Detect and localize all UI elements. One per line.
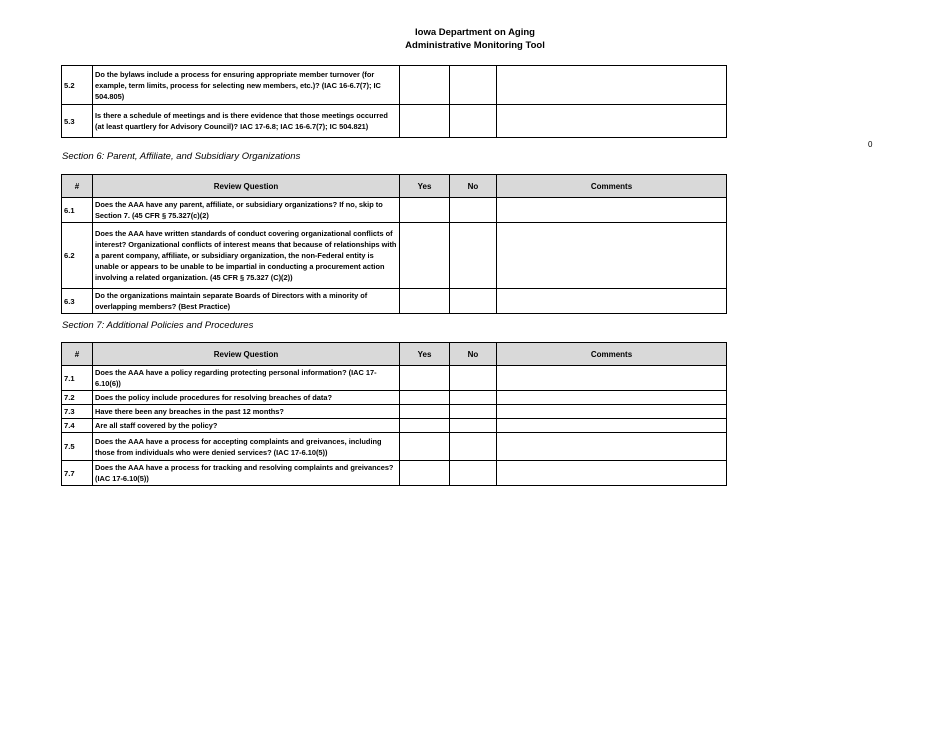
comments-cell[interactable] [497, 105, 727, 138]
yes-cell[interactable] [400, 366, 450, 391]
review-question: Have there been any breaches in the past 12 months? [93, 405, 400, 419]
comments-cell[interactable] [497, 405, 727, 419]
column-header-yes: Yes [400, 343, 450, 366]
table-row [62, 223, 727, 289]
review-question: Does the AAA have any parent, affiliate, or subsidiary organizations? If no, skip to Section 7. (45 CFR § 75.327(c)(2) [93, 198, 400, 223]
comments-cell[interactable] [497, 366, 727, 391]
table-row [62, 433, 727, 461]
column-header-comments: Comments [497, 175, 727, 198]
page-marker: 0 [868, 140, 873, 149]
comments-cell[interactable] [497, 391, 727, 405]
row-number: 5.3 [62, 105, 93, 138]
column-header-question: Review Question [93, 343, 400, 366]
no-cell[interactable] [450, 66, 497, 105]
yes-cell[interactable] [400, 419, 450, 433]
review-question: Does the AAA have written standards of conduct covering organizational conflicts of interest? Organizational conflicts of interest means that because of relationships with a parent company, affiliate, or subsidiary organization, the non-Federal entity is unable or appears to be unable to be impartial in conducting a procurement action involving a related organization. (45 CFR § 75.327 (C)(2)) [93, 223, 400, 289]
section7-title: Section 7: Additional Policies and Procedures [62, 320, 254, 331]
section6-table [61, 174, 727, 314]
table-row [62, 366, 727, 391]
column-header-comments: Comments [497, 343, 727, 366]
section7-table [61, 342, 727, 486]
no-cell[interactable] [450, 419, 497, 433]
comments-cell[interactable] [497, 419, 727, 433]
yes-cell[interactable] [400, 198, 450, 223]
no-cell[interactable] [450, 461, 497, 486]
table-row [62, 391, 727, 405]
no-cell[interactable] [450, 105, 497, 138]
comments-cell[interactable] [497, 289, 727, 314]
column-header-yes: Yes [400, 175, 450, 198]
row-number: 6.2 [62, 223, 93, 289]
column-header-no: No [450, 175, 497, 198]
review-question: Do the bylaws include a process for ensuring appropriate member turnover (for example, term limits, process for selecting new members, etc.)? (IAC 16-6.7(7); IC 504.805) [93, 66, 400, 105]
review-question: Does the AAA have a process for tracking and resolving complaints and greivances? (IAC 17-6.10(5)) [93, 461, 400, 486]
review-question: Do the organizations maintain separate Boards of Directors with a minority of overlapping members? (Best Practice) [93, 289, 400, 314]
review-question: Is there a schedule of meetings and is there evidence that those meetings occurred (at least quartlery for Advisory Council)? IAC 17-6.8; IAC 16-6.7(7); IC 504.821) [93, 105, 400, 138]
row-number: 7.1 [62, 366, 93, 391]
column-header-number: # [62, 343, 93, 366]
section6-title: Section 6: Parent, Affiliate, and Subsidiary Organizations [62, 151, 301, 162]
row-number: 6.3 [62, 289, 93, 314]
column-header-no: No [450, 343, 497, 366]
review-question: Are all staff covered by the policy? [93, 419, 400, 433]
document-subtitle: Administrative Monitoring Tool [405, 40, 545, 51]
column-header-question: Review Question [93, 175, 400, 198]
row-number: 7.2 [62, 391, 93, 405]
table-row [62, 198, 727, 223]
no-cell[interactable] [450, 433, 497, 461]
row-number: 7.7 [62, 461, 93, 486]
comments-cell[interactable] [497, 223, 727, 289]
no-cell[interactable] [450, 198, 497, 223]
yes-cell[interactable] [400, 105, 450, 138]
review-question: Does the AAA have a process for accepting complaints and greivances, including those from individuals who were denied services? (IAC 17-6.10(5)) [93, 433, 400, 461]
no-cell[interactable] [450, 405, 497, 419]
table-header-row [62, 343, 727, 366]
comments-cell[interactable] [497, 198, 727, 223]
table-row [62, 461, 727, 486]
no-cell[interactable] [450, 289, 497, 314]
column-header-number: # [62, 175, 93, 198]
table-row [62, 289, 727, 314]
table-row [62, 105, 727, 138]
no-cell[interactable] [450, 391, 497, 405]
row-number: 6.1 [62, 198, 93, 223]
row-number: 5.2 [62, 66, 93, 105]
comments-cell[interactable] [497, 461, 727, 486]
row-number: 7.3 [62, 405, 93, 419]
table-header-row [62, 175, 727, 198]
table-row [62, 405, 727, 419]
yes-cell[interactable] [400, 433, 450, 461]
row-number: 7.4 [62, 419, 93, 433]
comments-cell[interactable] [497, 66, 727, 105]
review-question: Does the AAA have a policy regarding protecting personal information? (IAC 17-6.10(6)) [93, 366, 400, 391]
yes-cell[interactable] [400, 223, 450, 289]
review-question: Does the policy include procedures for resolving breaches of data? [93, 391, 400, 405]
no-cell[interactable] [450, 366, 497, 391]
table-row [62, 66, 727, 105]
no-cell[interactable] [450, 223, 497, 289]
row-number: 7.5 [62, 433, 93, 461]
yes-cell[interactable] [400, 461, 450, 486]
document-title: Iowa Department on Aging [415, 27, 535, 38]
table-row [62, 419, 727, 433]
yes-cell[interactable] [400, 289, 450, 314]
comments-cell[interactable] [497, 433, 727, 461]
yes-cell[interactable] [400, 405, 450, 419]
yes-cell[interactable] [400, 391, 450, 405]
yes-cell[interactable] [400, 66, 450, 105]
section5-table [61, 65, 727, 138]
